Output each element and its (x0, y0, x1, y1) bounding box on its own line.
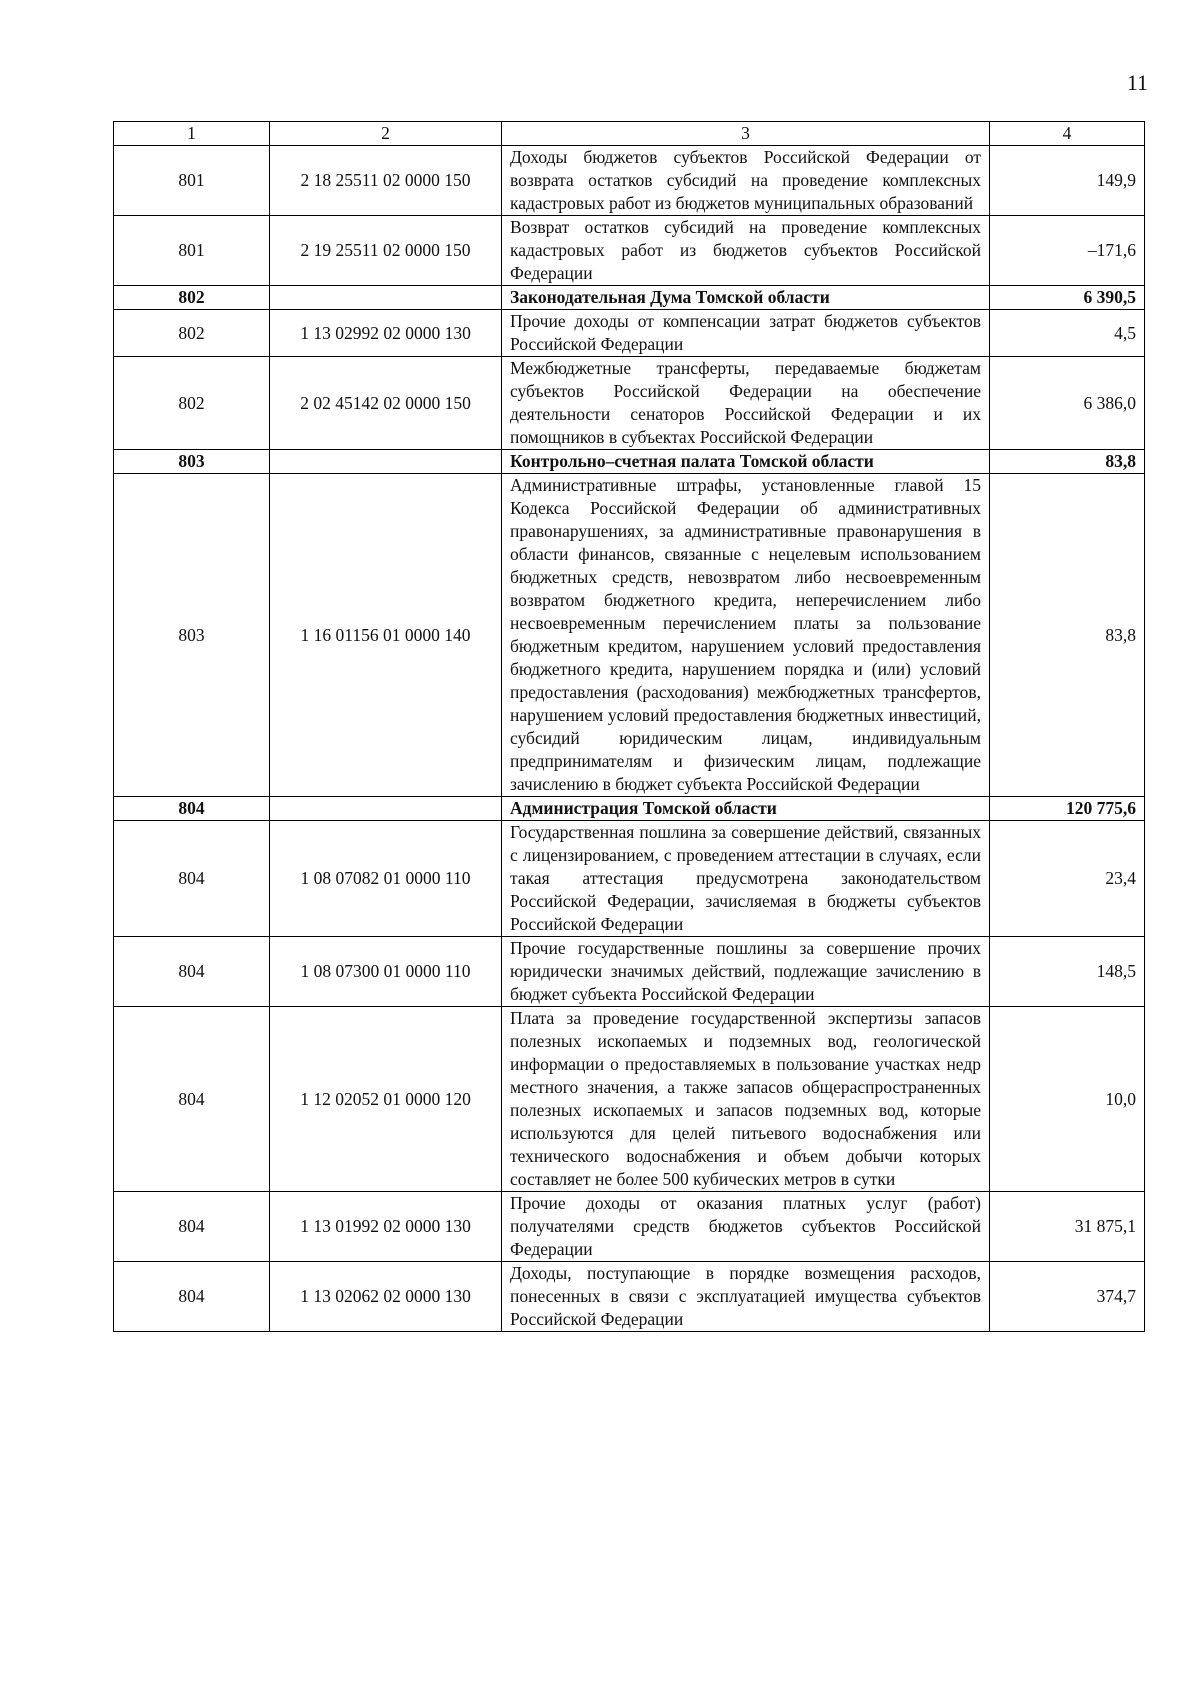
revenue-name-cell: Прочие доходы от компенсации затрат бюджетов субъектов Российской Федерации (502, 310, 990, 357)
admin-code-cell: 801 (114, 216, 270, 286)
page-number: 11 (1126, 70, 1148, 95)
revenue-name-cell: Администрация Томской области (502, 797, 990, 821)
admin-code-cell: 802 (114, 357, 270, 450)
budget-code-cell: 1 13 02062 02 0000 130 (270, 1262, 502, 1332)
amount-cell: 148,5 (990, 937, 1145, 1007)
budget-code-cell: 2 02 45142 02 0000 150 (270, 357, 502, 450)
budget-code-cell: 2 18 25511 02 0000 150 (270, 146, 502, 216)
table-row (114, 1192, 1145, 1262)
revenue-name-cell: Прочие государственные пошлины за совершение прочих юридически значимых действий, подлежащие зачислению в бюджет субъекта Российской Федерации (502, 937, 990, 1007)
table-body (114, 122, 1145, 1332)
table-row (114, 937, 1145, 1007)
table-row-administrator (114, 450, 1145, 474)
table-row (114, 1262, 1145, 1332)
revenue-name-cell: Законодательная Дума Томской области (502, 286, 990, 310)
budget-code-cell (270, 286, 502, 310)
revenue-name-cell: Прочие доходы от оказания платных услуг (работ) получателями средств бюджетов субъектов Российской Федерации (502, 1192, 990, 1262)
table-row (114, 821, 1145, 937)
amount-cell: 149,9 (990, 146, 1145, 216)
table-row-administrator (114, 797, 1145, 821)
budget-code-cell (270, 797, 502, 821)
admin-code-cell: 804 (114, 1262, 270, 1332)
admin-code-cell: 804 (114, 937, 270, 1007)
amount-cell: –171,6 (990, 216, 1145, 286)
budget-code-cell: 1 12 02052 01 0000 120 (270, 1007, 502, 1192)
amount-cell: 120 775,6 (990, 797, 1145, 821)
revenue-name-cell: Межбюджетные трансферты, передаваемые бюджетам субъектов Российской Федерации на обеспечение деятельности сенаторов Российской Федерации и их помощников в субъектах Российской Федерации (502, 357, 990, 450)
admin-code-cell: 802 (114, 286, 270, 310)
revenue-name-cell: Доходы, поступающие в порядке возмещения расходов, понесенных в связи с эксплуатацией имущества субъектов Российской Федерации (502, 1262, 990, 1332)
revenue-name-cell: Плата за проведение государственной экспертизы запасов полезных ископаемых и подземных вод, геологической информации о предоставляемых в пользование участках недр местного значения, а также запасов общераспространенных полезных ископаемых и запасов подземных вод, которые используются для целей питьевого водоснабжения или технического водоснабжения и объем добычи которых составляет не более 500 кубических метров в сутки (502, 1007, 990, 1192)
admin-code-cell: 804 (114, 821, 270, 937)
admin-code-cell: 804 (114, 797, 270, 821)
budget-code-cell: 1 08 07082 01 0000 110 (270, 821, 502, 937)
header-col-4: 4 (990, 122, 1145, 146)
revenue-name-cell: Административные штрафы, установленные главой 15 Кодекса Российской Федерации об административных правонарушениях, за административные правонарушения в области финансов, связанные с нецелевым использованием бюджетных средств, невозвратом либо несвоевременным возвратом бюджетного кредита, неперечислением либо несвоевременным перечислением платы за пользование бюджетным кредитом, нарушением условий предоставления бюджетного кредита, нарушением порядка и (или) условий предоставления (расходования) межбюджетных трансфертов, нарушением условий предоставления бюджетных инвестиций, субсидий юридическим лицам, индивидуальным предпринимателям и физическим лицам, подлежащие зачислению в бюджет субъекта Российской Федерации (502, 474, 990, 797)
table-row (114, 310, 1145, 357)
header-col-3: 3 (502, 122, 990, 146)
amount-cell: 23,4 (990, 821, 1145, 937)
revenue-name-cell: Государственная пошлина за совершение действий, связанных с лицензированием, с проведением аттестации в случаях, если такая аттестация предусмотрена законодательством Российской Федерации, зачисляемая в бюджеты субъектов Российской Федерации (502, 821, 990, 937)
amount-cell: 83,8 (990, 474, 1145, 797)
amount-cell: 83,8 (990, 450, 1145, 474)
revenue-name-cell: Возврат остатков субсидий на проведение комплексных кадастровых работ из бюджетов субъектов Российской Федерации (502, 216, 990, 286)
amount-cell: 10,0 (990, 1007, 1145, 1192)
amount-cell: 31 875,1 (990, 1192, 1145, 1262)
table-row-administrator (114, 286, 1145, 310)
amount-cell: 4,5 (990, 310, 1145, 357)
admin-code-cell: 803 (114, 450, 270, 474)
table-row (114, 146, 1145, 216)
admin-code-cell: 801 (114, 146, 270, 216)
revenue-table (113, 121, 1145, 1332)
budget-code-cell (270, 450, 502, 474)
table-row (114, 474, 1145, 797)
amount-cell: 6 386,0 (990, 357, 1145, 450)
table-row (114, 216, 1145, 286)
header-col-2: 2 (270, 122, 502, 146)
table-header-row (114, 122, 1145, 146)
budget-code-cell: 2 19 25511 02 0000 150 (270, 216, 502, 286)
table-row (114, 1007, 1145, 1192)
budget-code-cell: 1 08 07300 01 0000 110 (270, 937, 502, 1007)
admin-code-cell: 802 (114, 310, 270, 357)
admin-code-cell: 804 (114, 1192, 270, 1262)
budget-code-cell: 1 13 02992 02 0000 130 (270, 310, 502, 357)
table-row (114, 357, 1145, 450)
admin-code-cell: 803 (114, 474, 270, 797)
admin-code-cell: 804 (114, 1007, 270, 1192)
amount-cell: 374,7 (990, 1262, 1145, 1332)
amount-cell: 6 390,5 (990, 286, 1145, 310)
revenue-name-cell: Контрольно–счетная палата Томской области (502, 450, 990, 474)
budget-code-cell: 1 16 01156 01 0000 140 (270, 474, 502, 797)
header-col-1: 1 (114, 122, 270, 146)
budget-code-cell: 1 13 01992 02 0000 130 (270, 1192, 502, 1262)
revenue-name-cell: Доходы бюджетов субъектов Российской Федерации от возврата остатков субсидий на проведение комплексных кадастровых работ из бюджетов муниципальных образований (502, 146, 990, 216)
